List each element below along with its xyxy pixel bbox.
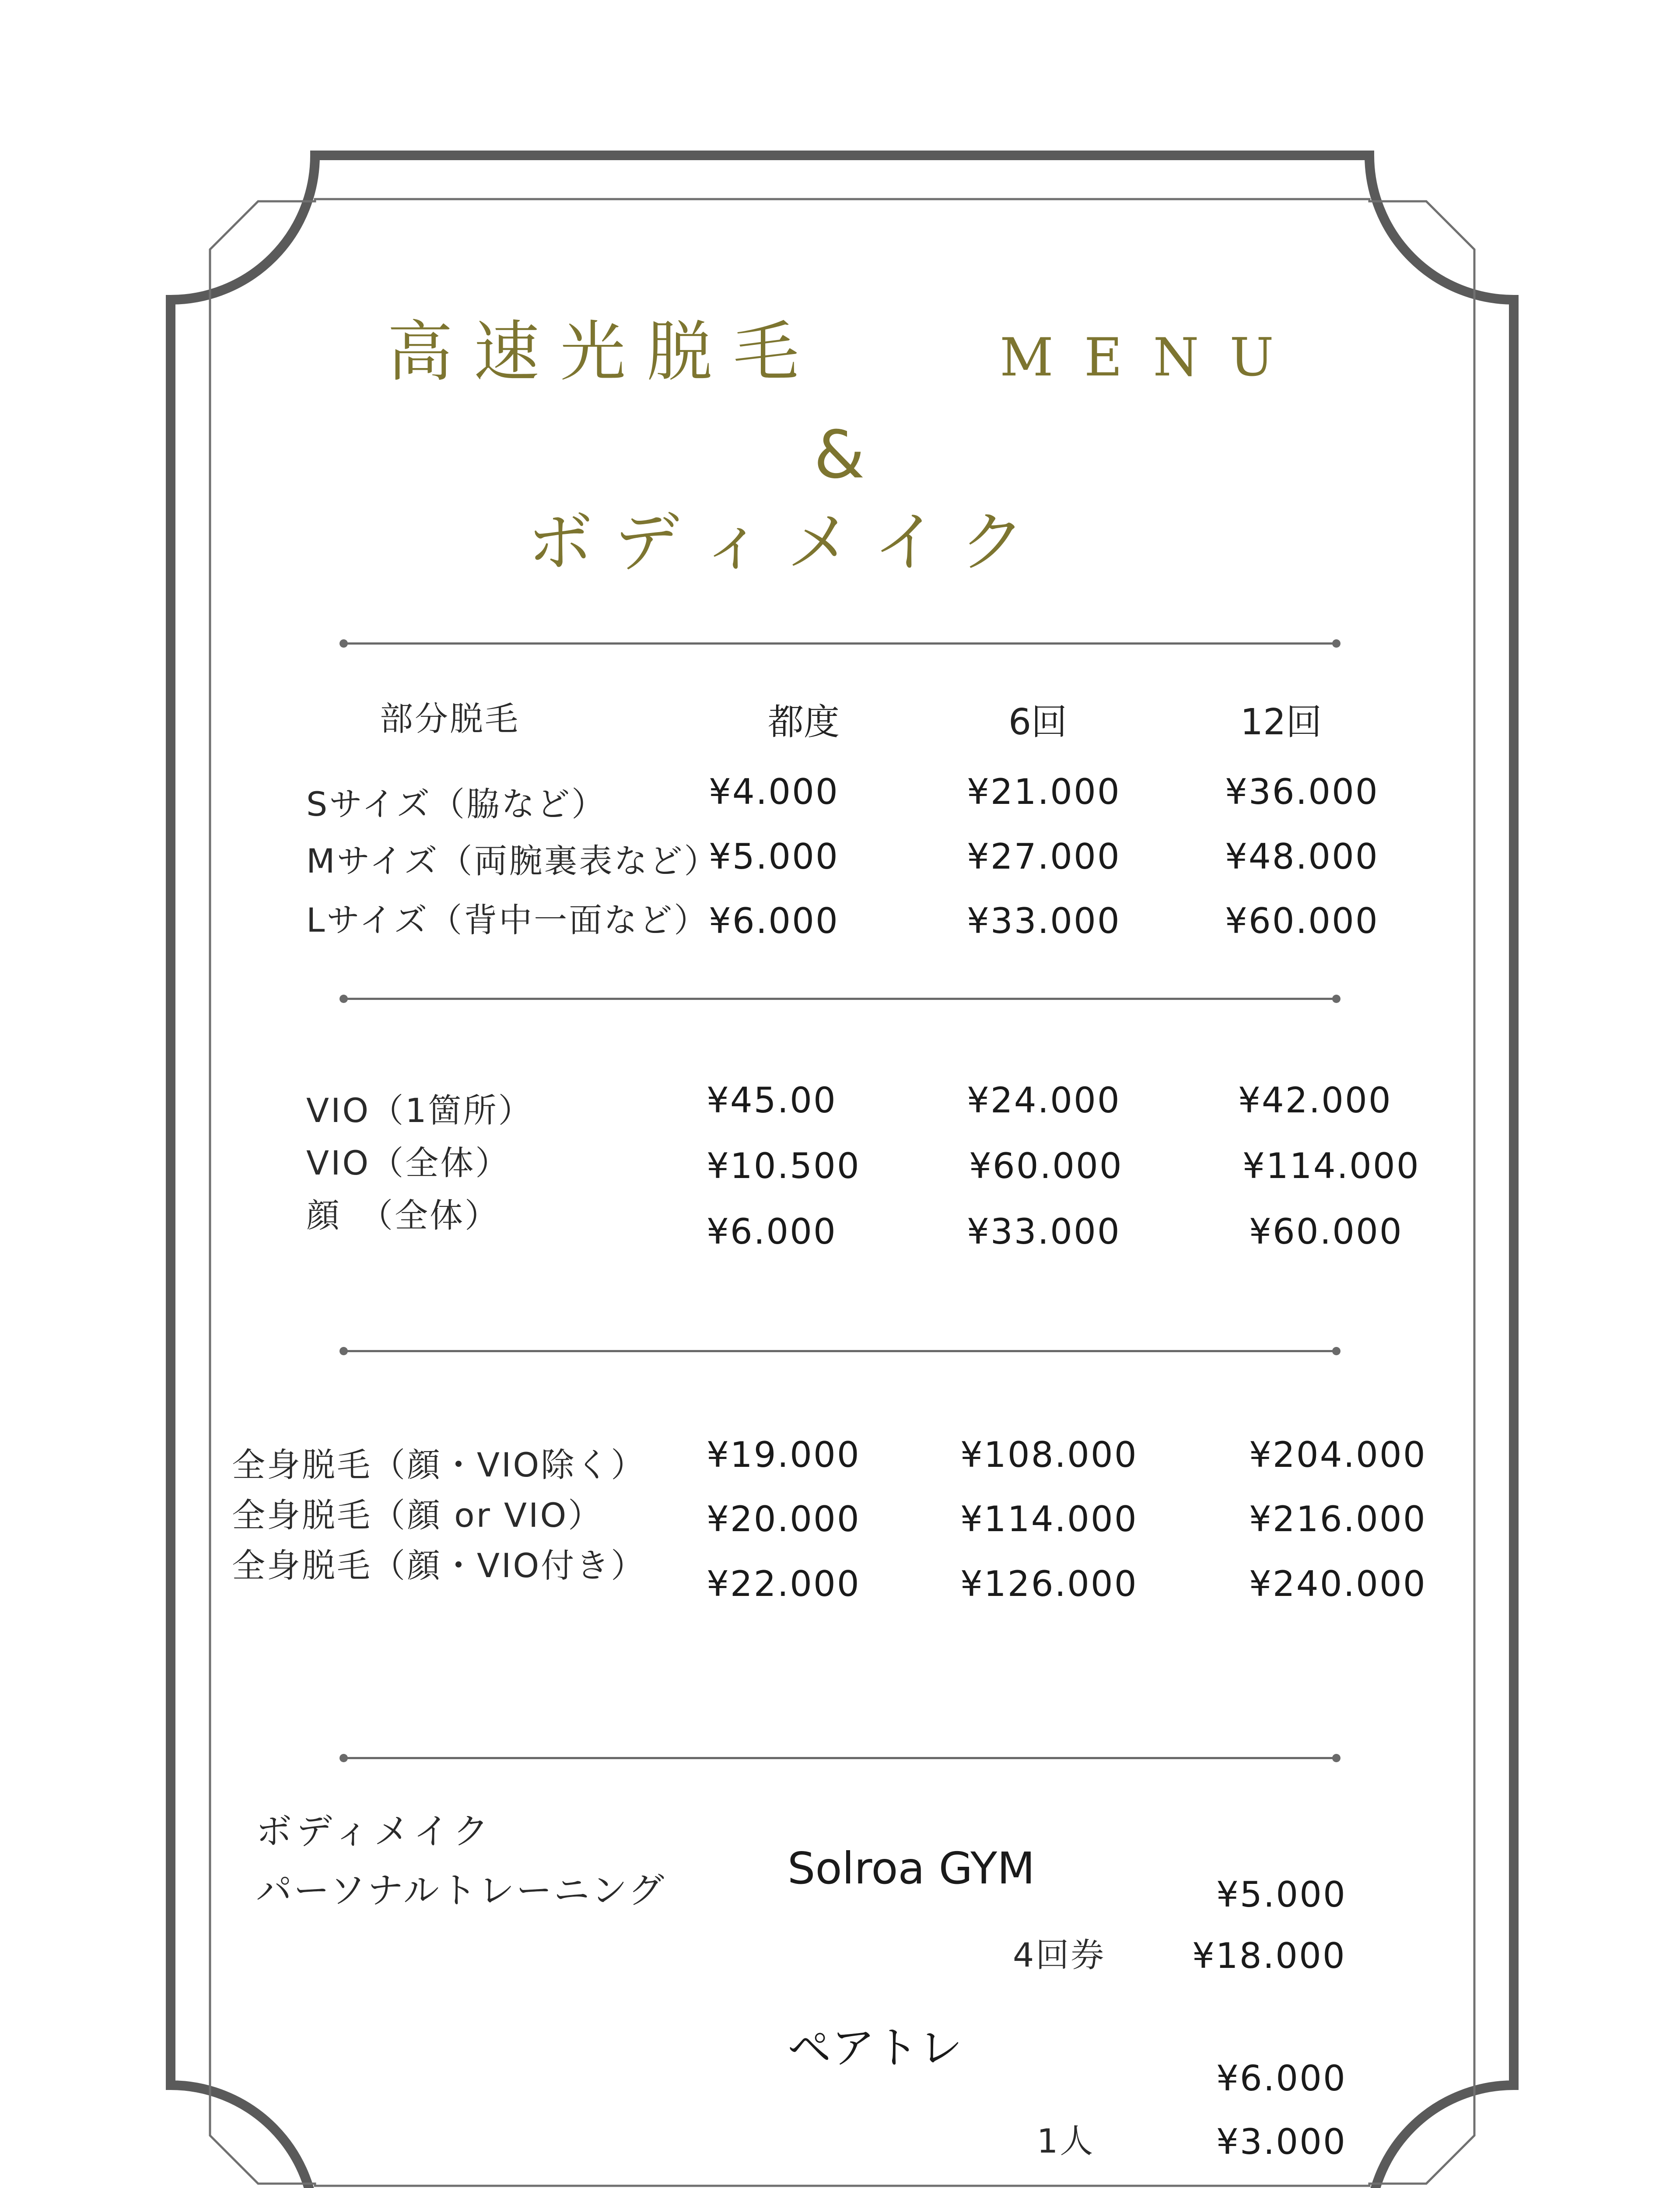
pair-training-title: ペアトレ xyxy=(788,2022,962,2073)
price-single: ¥10.500 xyxy=(707,1146,861,1186)
price-single: ¥20.000 xyxy=(707,1499,861,1539)
section-heading-partial: 部分脱毛 xyxy=(380,699,520,738)
row-label: 全身脱毛（顔・VIO付き） xyxy=(232,1546,646,1585)
price-12: ¥60.000 xyxy=(1249,1211,1403,1252)
price-6: ¥114.000 xyxy=(960,1499,1138,1539)
divider xyxy=(343,642,1337,645)
price-12: ¥216.000 xyxy=(1249,1499,1427,1539)
column-header-6: 6回 xyxy=(1008,701,1068,743)
row-label: Lサイズ（背中一面など） xyxy=(306,901,709,940)
price-6: ¥33.000 xyxy=(967,1211,1121,1252)
price-6: ¥60.000 xyxy=(969,1146,1123,1186)
price-12: ¥36.000 xyxy=(1225,771,1379,812)
price-single: ¥5.000 xyxy=(709,836,839,877)
row-label: Sサイズ（脇など） xyxy=(306,785,607,824)
title-bodymake: ボ デ ィ メ イ ク xyxy=(527,505,1026,581)
divider xyxy=(343,998,1337,1000)
personal-training-label: パーソナルトレーニング xyxy=(256,1870,666,1911)
title-ampersand: & xyxy=(814,417,865,493)
price-single: ¥19.000 xyxy=(707,1434,861,1475)
price-single: ¥45.00 xyxy=(707,1080,837,1121)
ticket-price: ¥18.000 xyxy=(1192,1936,1346,1976)
price-single: ¥6.000 xyxy=(709,901,839,941)
price-6: ¥126.000 xyxy=(960,1564,1138,1604)
row-label: 全身脱毛（顔 or VIO） xyxy=(232,1496,603,1535)
row-label: VIO（全体） xyxy=(306,1143,511,1182)
price-6: ¥21.000 xyxy=(967,771,1121,812)
divider xyxy=(343,1757,1337,1759)
ticket-label: 4回券 xyxy=(1013,1936,1106,1974)
bodymake-label: ボディメイク xyxy=(256,1811,494,1852)
gym-name: Solroa GYM xyxy=(788,1843,1035,1894)
column-header-single: 都度 xyxy=(768,701,840,743)
row-label: 全身脱毛（顔・VIO除く） xyxy=(232,1445,646,1484)
per-person-label: 1人 xyxy=(1037,2121,1095,2160)
price-6: ¥108.000 xyxy=(960,1434,1138,1475)
divider xyxy=(343,1350,1337,1352)
gym-price: ¥5.000 xyxy=(1216,1874,1347,1915)
price-12: ¥48.000 xyxy=(1225,836,1379,877)
row-label: Mサイズ（両腕裏表など） xyxy=(306,842,719,880)
column-header-12: 12回 xyxy=(1240,701,1322,743)
price-12: ¥42.000 xyxy=(1238,1080,1392,1121)
price-12: ¥60.000 xyxy=(1225,901,1379,941)
price-12: ¥240.000 xyxy=(1249,1564,1427,1604)
price-12: ¥114.000 xyxy=(1242,1146,1420,1186)
price-single: ¥6.000 xyxy=(707,1211,837,1252)
row-label: 顔 （全体） xyxy=(306,1196,500,1235)
price-6: ¥33.000 xyxy=(967,901,1121,941)
price-6: ¥27.000 xyxy=(967,836,1121,877)
row-label: VIO（1箇所） xyxy=(306,1091,533,1130)
per-person-price: ¥3.000 xyxy=(1216,2121,1347,2162)
price-12: ¥204.000 xyxy=(1249,1434,1427,1475)
title-menu: MENU xyxy=(1000,327,1305,388)
price-6: ¥24.000 xyxy=(967,1080,1121,1121)
price-single: ¥22.000 xyxy=(707,1564,861,1604)
pair-price: ¥6.000 xyxy=(1216,2058,1347,2099)
price-single: ¥4.000 xyxy=(709,771,839,812)
title-kanji: 高 速 光 脱 毛 xyxy=(387,314,799,390)
